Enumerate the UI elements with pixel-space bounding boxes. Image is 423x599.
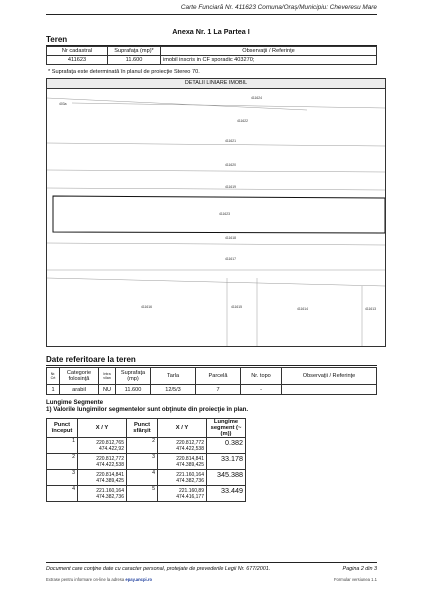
cell-xy-start bbox=[78, 438, 127, 454]
coord-y: 474.382,736 bbox=[96, 493, 124, 500]
cell-xy-end bbox=[158, 438, 207, 454]
coord-x: 220.814,841 bbox=[96, 471, 124, 478]
map-label: 411619 bbox=[225, 185, 237, 189]
col-xy-end: X / Y bbox=[158, 419, 207, 438]
coord-y: 474.422,92 bbox=[98, 445, 124, 452]
cell-end: 5 bbox=[127, 486, 158, 502]
parcel-boundary bbox=[47, 243, 385, 245]
map-label: 411622 bbox=[237, 119, 249, 123]
epay-link[interactable]: epay.ancpi.ro bbox=[125, 577, 153, 582]
col-nr-crt: Nr. Crt bbox=[47, 368, 60, 385]
cell-start: 2 bbox=[47, 454, 78, 470]
detalii-liniare-map bbox=[46, 78, 386, 347]
cell-categorie: arabil bbox=[60, 385, 99, 395]
parcel-plan bbox=[47, 88, 385, 346]
footer-row-2 bbox=[46, 577, 377, 582]
parcel-boundary bbox=[47, 170, 385, 172]
coord-x: 221.160,89 bbox=[178, 487, 204, 494]
cell-length: 345.388 bbox=[207, 470, 246, 486]
map-label-main: 411623 bbox=[219, 212, 231, 216]
col-observatii-ref: Observaţii / Referinţe bbox=[282, 368, 377, 385]
cell-intravilan: NU bbox=[99, 385, 116, 395]
referitoare-divider bbox=[46, 365, 377, 366]
segmente-table-header bbox=[47, 419, 246, 438]
coord-y: 474.389,425 bbox=[176, 461, 204, 468]
cell-length: 33.449 bbox=[207, 486, 246, 502]
segment-row bbox=[47, 486, 246, 502]
col-categorie: Categorie folosinţă bbox=[60, 368, 99, 385]
coord-x: 221.160,164 bbox=[96, 487, 124, 494]
footer-disclaimer: Document care conţine date cu caracter personal, protejate de prevederile Legii Nr. 677/2001. bbox=[46, 566, 271, 572]
col-nr-topo: Nr. topo bbox=[241, 368, 282, 385]
segment-heading: Lungime Segmente bbox=[46, 399, 104, 406]
cell-suprafata-mp: 11.600 bbox=[116, 385, 151, 395]
cell-length: 33.178 bbox=[207, 454, 246, 470]
col-punct-inceput: Punct început bbox=[47, 419, 78, 438]
segment-row bbox=[47, 454, 246, 470]
parcel-boundary bbox=[47, 278, 385, 286]
cell-start: 3 bbox=[47, 470, 78, 486]
teren-table-row bbox=[47, 56, 377, 65]
stereo-note: * Suprafaţa este determinată în planul de proiecţie Stereo 70. bbox=[48, 69, 200, 75]
map-label: 403a bbox=[59, 102, 67, 106]
coord-x: 220.814,841 bbox=[176, 455, 204, 462]
cell-xy-end bbox=[158, 470, 207, 486]
cell-xy-start bbox=[78, 486, 127, 502]
coord-y: 474.422,538 bbox=[176, 445, 204, 452]
coord-x: 220.812,765 bbox=[96, 439, 124, 446]
col-suprafata-mp: Suprafaţa (mp) bbox=[116, 368, 151, 385]
map-label: 411613 bbox=[365, 307, 377, 311]
carte-funciara-header: Carte Funciară Nr. 411623 Comuna/Oraş/Municipiu: Cheveresu Mare bbox=[180, 4, 377, 11]
segment-subheading: 1) Valorile lungimilor segmentelor sunt obţinute din proiecţie în plan. bbox=[46, 406, 249, 413]
annex-title: Anexa Nr. 1 La Partea I bbox=[172, 27, 250, 36]
map-label: 411617 bbox=[225, 257, 237, 261]
coord-y: 474.416,177 bbox=[176, 493, 204, 500]
parcel-boundary bbox=[47, 188, 385, 190]
segment-row bbox=[47, 470, 246, 486]
section-teren-heading: Teren bbox=[46, 35, 68, 44]
cell-suprafata: 11.600 bbox=[108, 56, 161, 65]
segment-row bbox=[47, 438, 246, 454]
coord-y: 474.389,425 bbox=[96, 477, 124, 484]
cell-end: 3 bbox=[127, 454, 158, 470]
footer-row bbox=[46, 566, 377, 572]
cell-end: 2 bbox=[127, 438, 158, 454]
map-label: 411618 bbox=[225, 236, 237, 240]
col-intravilan: Intra vilan bbox=[99, 368, 116, 385]
cell-start: 4 bbox=[47, 486, 78, 502]
col-xy-start: X / Y bbox=[78, 419, 127, 438]
coord-y: 474.422,538 bbox=[96, 461, 124, 468]
cell-tarla: 12/5/3 bbox=[151, 385, 196, 395]
segmente-table bbox=[46, 418, 246, 502]
cell-xy-start bbox=[78, 454, 127, 470]
coord-x: 220.812,772 bbox=[176, 439, 204, 446]
cell-nr-cadastral: 411623 bbox=[47, 56, 108, 65]
coord-x: 220.812,772 bbox=[96, 455, 124, 462]
page-number: Pagina 2 din 3 bbox=[342, 566, 377, 572]
col-suprafata: Suprafaţa (mp)* bbox=[108, 47, 161, 56]
referitoare-table-row bbox=[47, 385, 377, 395]
map-label: 411621 bbox=[225, 139, 237, 143]
map-label: 411620 bbox=[225, 163, 237, 167]
parcel-boundary bbox=[47, 143, 385, 146]
map-label: 411614 bbox=[297, 307, 309, 311]
cell-parcela: 7 bbox=[196, 385, 241, 395]
extras-text: Extrase pentru informare on-line la adresa bbox=[46, 577, 125, 582]
referitoare-table-header bbox=[47, 368, 377, 385]
coord-x: 221.160,164 bbox=[176, 471, 204, 478]
teren-table-header bbox=[47, 47, 377, 56]
col-punct-sfarsit: Punct sfârşit bbox=[127, 419, 158, 438]
parcel-boundary bbox=[72, 103, 385, 108]
cell-end: 4 bbox=[127, 470, 158, 486]
header-divider bbox=[46, 14, 377, 15]
cell-xy-end bbox=[158, 454, 207, 470]
cell-nr-crt: 1 bbox=[47, 385, 60, 395]
map-label: 411616 bbox=[141, 305, 153, 309]
referitoare-table bbox=[46, 367, 377, 395]
cell-xy-start bbox=[78, 470, 127, 486]
footer-divider bbox=[46, 562, 377, 563]
cell-observatii-ref bbox=[282, 385, 377, 395]
map-label: 411624 bbox=[251, 96, 263, 100]
segment-headings bbox=[46, 399, 248, 413]
map-label: 411615 bbox=[231, 305, 243, 309]
col-lungime: Lungime segment (~ (m)) bbox=[207, 419, 246, 438]
cell-observatii: imobil inscris in CF sporadic 403270; bbox=[161, 56, 377, 65]
teren-table bbox=[46, 46, 377, 65]
section-date-referitoare-heading: Date referitoare la teren bbox=[46, 355, 136, 364]
coord-y: 474.382,736 bbox=[176, 477, 204, 484]
cell-length: 0.382 bbox=[207, 438, 246, 454]
col-tarla: Tarla bbox=[151, 368, 196, 385]
map-title: DETALII LINIARE IMOBIL bbox=[47, 79, 385, 89]
cell-start: 1 bbox=[47, 438, 78, 454]
col-observatii: Observaţii / Referinţe bbox=[161, 47, 377, 56]
form-version: Formular versiunea 1.1 bbox=[333, 577, 377, 582]
col-nr-cadastral: Nr cadastral bbox=[47, 47, 108, 56]
col-parcela: Parcelă bbox=[196, 368, 241, 385]
cell-nr-topo: - bbox=[241, 385, 282, 395]
parcel-boundary bbox=[47, 98, 307, 110]
cell-xy-end bbox=[158, 486, 207, 502]
